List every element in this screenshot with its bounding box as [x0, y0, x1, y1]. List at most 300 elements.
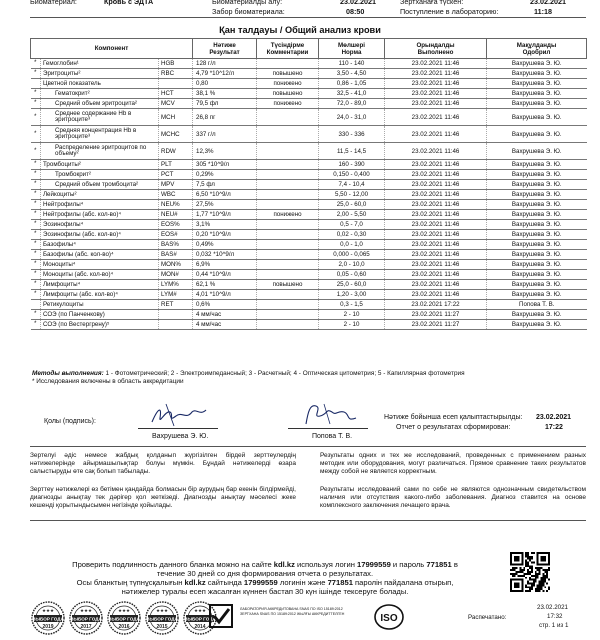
row-norm: 32,5 - 41,0	[319, 89, 385, 99]
badge-stars: ★★★	[117, 608, 131, 613]
row-component-name: Лимфоциты (абс. кол-во)⁴	[41, 290, 159, 300]
row-norm: 330 - 336	[319, 126, 385, 143]
row-component-name: Среднее содержание Hb в эритроците³	[41, 109, 159, 126]
verify-text: сайтында	[205, 578, 244, 587]
row-done: 23.02.2021 11:46	[385, 109, 487, 126]
row-accreditation-mark: *	[31, 126, 41, 143]
row-result: 26,8 пг	[193, 109, 257, 126]
methods-block	[32, 370, 587, 385]
row-accreditation-mark: *	[31, 180, 41, 190]
row-approved: Вахрушева Э. Ю.	[487, 250, 587, 260]
row-approved: Вахрушева Э. Ю.	[487, 210, 587, 220]
row-accreditation-mark: *	[31, 220, 41, 230]
row-comment	[257, 270, 319, 280]
row-done: 23.02.2021 11:46	[385, 89, 487, 99]
signature-line-1	[138, 428, 218, 429]
row-result: 4,01 *10^9/л	[193, 290, 257, 300]
badge-stars: ★★★	[155, 608, 169, 613]
row-component-name: СОЭ (по Вестергрену)⁵	[41, 320, 159, 330]
row-code: EOS%	[159, 220, 193, 230]
badge-stars: ★★★	[79, 608, 93, 613]
row-component-name: Базофилы⁴	[41, 240, 159, 250]
report-formed-time: 17:22	[545, 424, 563, 431]
row-comment	[257, 290, 319, 300]
row-code: HGB	[159, 59, 193, 69]
row-accreditation-mark: *	[31, 260, 41, 270]
row-component-name: Моноциты⁴	[41, 260, 159, 270]
row-done: 23.02.2021 11:46	[385, 210, 487, 220]
row-accreditation-mark: *	[31, 320, 41, 330]
col-norm: Мөлшері Норма	[319, 39, 385, 59]
row-result: 0,44 *10^9/л	[193, 270, 257, 280]
row-comment	[257, 126, 319, 143]
row-code: NEU#	[159, 210, 193, 220]
verify-text: в	[451, 560, 458, 569]
row-comment: повышено	[257, 69, 319, 79]
row-code: NEU%	[159, 200, 193, 210]
row-norm: 0,86 - 1,05	[319, 79, 385, 89]
row-done: 23.02.2021 11:46	[385, 280, 487, 290]
row-comment: понижено	[257, 210, 319, 220]
row-code: MCHC	[159, 126, 193, 143]
table-row	[31, 290, 587, 300]
verify-text: Осы бланктың түпнұсқалығын	[76, 578, 185, 587]
row-done: 23.02.2021 11:46	[385, 260, 487, 270]
row-accreditation-mark: *	[31, 280, 41, 290]
row-done: 23.02.2021 11:46	[385, 79, 487, 89]
row-component-name: Средняя концентрация Hb в эритроците³	[41, 126, 159, 143]
table-row	[31, 310, 587, 320]
row-comment: понижено	[257, 79, 319, 89]
row-comment	[257, 109, 319, 126]
row-accreditation-mark: *	[31, 190, 41, 200]
table-row	[31, 320, 587, 330]
row-approved: Вахрушева Э. Ю.	[487, 290, 587, 300]
row-norm: 0,150 - 0,400	[319, 170, 385, 180]
row-norm: 24,0 - 31,0	[319, 109, 385, 126]
received-ru-label: Поступление в лабораторию:	[400, 7, 499, 16]
row-done: 23.02.2021 17:22	[385, 300, 487, 310]
row-done: 23.02.2021 11:46	[385, 290, 487, 300]
row-component-name: Лимфоциты⁴	[41, 280, 159, 290]
badge-stars: ★★★	[193, 608, 207, 613]
row-code: MCH	[159, 109, 193, 126]
table-row	[31, 250, 587, 260]
signature-label: Қолы (подпись):	[44, 418, 96, 425]
collected-ru-label: Забор биоматериала:	[212, 7, 285, 16]
row-done: 23.02.2021 11:46	[385, 240, 487, 250]
row-code: PLT	[159, 160, 193, 170]
accreditation-note: * Исследования включены в область аккредитации	[32, 377, 184, 385]
col-result: Нәтиже Результат	[193, 39, 257, 59]
row-norm: 0,0 - 1,0	[319, 240, 385, 250]
row-accreditation-mark	[31, 79, 41, 89]
row-component-name: Моноциты (абс. кол-во)⁴	[41, 270, 159, 280]
col-component: Компонент	[31, 39, 193, 59]
signature-vakhrusheva-image	[148, 400, 210, 428]
collected-time: 08:50	[346, 7, 365, 16]
collected-date: 23.02.2021	[340, 0, 376, 6]
row-done: 23.02.2021 11:46	[385, 99, 487, 109]
disclaimer-kz-1: Зертелуі әдіс немесе жабдық қолданып жүргізілген бірдей зерттеулердің нәтижелерінде айырмашылықтар болуы мүмкін. Бұндай нәтижелерді өзара салыстыруды өте сақ болып табылады.	[30, 452, 296, 475]
footer-divider	[30, 520, 586, 521]
row-code: EOS#	[159, 230, 193, 240]
row-norm: 0,3 - 1,5	[319, 300, 385, 310]
row-code: MCV	[159, 99, 193, 109]
row-component-name: Цветной показатель	[41, 79, 159, 89]
disclaimer-ru-1: Результаты одних и тех же исследований, проведенных с применением разных методик или оборудования, могут различаться. Прямое сравнение таких результатов между собой не является корректным.	[320, 452, 586, 475]
row-approved: Попова Т. В.	[487, 300, 587, 310]
row-component-name: Средний объем эритроцита²	[41, 99, 159, 109]
row-approved: Вахрушева Э. Ю.	[487, 240, 587, 250]
award-badge-icon	[144, 600, 180, 636]
row-result: 0,6%	[193, 300, 257, 310]
row-result: 0,20 *10^9/л	[193, 230, 257, 240]
printed-date: 23.02.2021	[537, 604, 568, 611]
row-comment	[257, 170, 319, 180]
row-component-name: Эритроциты²	[41, 69, 159, 79]
row-comment	[257, 143, 319, 160]
row-accreditation-mark: *	[31, 270, 41, 280]
methods-label: Методы выполнения:	[32, 370, 104, 377]
badge-title: ВЫБОР ГОДА	[32, 616, 64, 622]
disclaimer-divider	[30, 446, 586, 447]
row-code: LYM#	[159, 290, 193, 300]
verify-text: паролін пайдалана отырып,	[352, 578, 454, 587]
verify-password-kz: 771851	[327, 578, 353, 587]
row-component-name: Распределение эритроцитов по объему²	[41, 143, 159, 160]
row-approved: Вахрушева Э. Ю.	[487, 260, 587, 270]
row-approved: Вахрушева Э. Ю.	[487, 126, 587, 143]
row-code: RBC	[159, 69, 193, 79]
row-done: 23.02.2021 11:46	[385, 160, 487, 170]
printed-label: Распечатано:	[468, 614, 507, 621]
accreditation-text-2: ЗЕРТХАНА SNAS ПО 15189:2012 ЖЫЛҒЫ АККРЕДИТТЕЛГЕН	[240, 611, 345, 616]
row-accreditation-mark: *	[31, 250, 41, 260]
row-accreditation-mark: *	[31, 143, 41, 160]
row-code: MON#	[159, 270, 193, 280]
received-time: 11:18	[534, 7, 552, 16]
row-code: HCT	[159, 89, 193, 99]
row-approved: Вахрушева Э. Ю.	[487, 143, 587, 160]
table-row	[31, 190, 587, 200]
table-row	[31, 300, 587, 310]
row-result: 0,80	[193, 79, 257, 89]
row-done: 23.02.2021 11:46	[385, 220, 487, 230]
row-result: 4 мм/час	[193, 320, 257, 330]
row-approved: Вахрушева Э. Ю.	[487, 220, 587, 230]
row-result: 128 г/л	[193, 59, 257, 69]
row-norm: 2 - 10	[319, 310, 385, 320]
table-row	[31, 143, 587, 160]
row-approved: Вахрушева Э. Ю.	[487, 200, 587, 210]
report-header	[0, 0, 600, 22]
received-kz-label: Зертханаға түскен:	[400, 0, 464, 6]
row-norm: 25,0 - 60,0	[319, 280, 385, 290]
row-norm: 160 - 390	[319, 160, 385, 170]
row-done: 23.02.2021 11:46	[385, 69, 487, 79]
table-row	[31, 79, 587, 89]
results-table	[30, 38, 587, 330]
award-badge-icon	[30, 600, 66, 636]
row-accreditation-mark: *	[31, 310, 41, 320]
table-row	[31, 270, 587, 280]
row-code: MPV	[159, 180, 193, 190]
disclaimer-kz-2: Зерттеу нәтижелері өз бетімен қандайда болмасын бір аурудың бар екенін білдірмейді, диагнозды анықтау тек дәрігер қол жеткізеді. Диагнозды анықтау мәселесі жеке кешенді қорытындысымен негізінде қойылады.	[30, 486, 296, 509]
row-approved: Вахрушева Э. Ю.	[487, 59, 587, 69]
row-norm: 0,05 - 0,60	[319, 270, 385, 280]
row-code: BAS#	[159, 250, 193, 260]
table-row	[31, 280, 587, 290]
award-badge-icon	[68, 600, 104, 636]
row-accreditation-mark: *	[31, 230, 41, 240]
row-result: 0,49%	[193, 240, 257, 250]
iso-logo-text: ISO	[380, 613, 398, 624]
row-approved: Вахрушева Э. Ю.	[487, 230, 587, 240]
row-done: 23.02.2021 11:46	[385, 230, 487, 240]
row-accreditation-mark: *	[31, 59, 41, 69]
checkmark-icon	[208, 603, 234, 629]
row-result: 7,5 фл	[193, 180, 257, 190]
row-component-name: СОЭ (по Панченкову)	[41, 310, 159, 320]
verify-text: Проверить подлинность данного бланка можно на сайте	[72, 560, 274, 569]
row-done: 23.02.2021 11:46	[385, 126, 487, 143]
table-row	[31, 89, 587, 99]
row-approved: Вахрушева Э. Ю.	[487, 190, 587, 200]
verify-text: используя логин	[294, 560, 357, 569]
row-component-name: Ретикулоциты	[41, 300, 159, 310]
row-result: 4 мм/час	[193, 310, 257, 320]
verify-block	[30, 560, 500, 596]
row-code: LYM%	[159, 280, 193, 290]
row-approved: Вахрушева Э. Ю.	[487, 270, 587, 280]
badge-title: ВЫБОР ГОДА	[146, 616, 178, 622]
row-result: 337 г/л	[193, 126, 257, 143]
row-accreditation-mark: *	[31, 69, 41, 79]
row-done: 23.02.2021 11:46	[385, 200, 487, 210]
row-accreditation-mark: *	[31, 160, 41, 170]
row-component-name: Базофилы (абс. кол-во)⁴	[41, 250, 159, 260]
collected-kz-label: Биоматериалды алу:	[212, 0, 283, 6]
verify-login-kz: 17999559	[243, 578, 278, 587]
row-norm: 11,5 - 14,5	[319, 143, 385, 160]
row-done: 23.02.2021 11:27	[385, 310, 487, 320]
signature-name-1: Вахрушева Э. Ю.	[152, 433, 209, 440]
row-norm: 72,0 - 89,0	[319, 99, 385, 109]
row-norm: 5,50 - 12,00	[319, 190, 385, 200]
row-comment: повышено	[257, 280, 319, 290]
row-accreditation-mark: *	[31, 240, 41, 250]
row-code: RET	[159, 300, 193, 310]
row-result: 305 *10^9/л	[193, 160, 257, 170]
row-result: 0,032 *10^9/л	[193, 250, 257, 260]
row-norm: 2 - 10	[319, 320, 385, 330]
badge-year: 2014	[194, 624, 206, 630]
row-approved: Вахрушева Э. Ю.	[487, 180, 587, 190]
biomaterial-label: Биоматериал:	[30, 0, 77, 6]
row-done: 23.02.2021 11:46	[385, 180, 487, 190]
row-result: 1,77 *10^9/л	[193, 210, 257, 220]
row-approved: Вахрушева Э. Ю.	[487, 160, 587, 170]
row-comment	[257, 310, 319, 320]
verify-password: 771851	[426, 560, 452, 569]
row-approved: Вахрушева Э. Ю.	[487, 280, 587, 290]
row-norm: 2,0 - 10,0	[319, 260, 385, 270]
row-norm: 0,000 - 0,065	[319, 250, 385, 260]
row-result: 38,1 %	[193, 89, 257, 99]
row-approved: Вахрушева Э. Ю.	[487, 310, 587, 320]
header-divider	[30, 17, 586, 18]
badge-year: 2019	[42, 624, 54, 630]
row-done: 23.02.2021 11:46	[385, 270, 487, 280]
iso-logo-icon	[374, 604, 404, 630]
qr-code-image	[510, 552, 550, 592]
printed-time: 17:32	[547, 613, 563, 620]
row-norm: 1,20 - 3,00	[319, 290, 385, 300]
badge-title: ВЫБОР ГОДА	[70, 616, 102, 622]
row-component-name: Эозинофилы (абс. кол-во)⁴	[41, 230, 159, 240]
row-approved: Вахрушева Э. Ю.	[487, 79, 587, 89]
row-done: 23.02.2021 11:46	[385, 190, 487, 200]
table-row	[31, 170, 587, 180]
row-norm: 7,4 - 10,4	[319, 180, 385, 190]
table-row	[31, 59, 587, 69]
row-accreditation-mark: *	[31, 89, 41, 99]
row-code: RDW	[159, 143, 193, 160]
badge-stars: ★★★	[41, 608, 55, 613]
badge-title: ВЫБОР ГОДА	[108, 616, 140, 622]
verify-line-2: течение 30 дней со дня формирования отчета о результатах.	[156, 569, 374, 578]
badge-year: 2017	[80, 624, 92, 630]
row-code	[159, 310, 193, 320]
row-accreditation-mark: *	[31, 109, 41, 126]
row-done: 23.02.2021 11:46	[385, 59, 487, 69]
row-component-name: Нейтрофилы⁴	[41, 200, 159, 210]
badge-year: 2016	[118, 624, 130, 630]
row-norm: 0,5 - 7,0	[319, 220, 385, 230]
row-component-name: Тромбоциты²	[41, 160, 159, 170]
row-comment	[257, 260, 319, 270]
table-header-row	[31, 39, 587, 59]
verify-text: и пароль	[390, 560, 427, 569]
row-done: 23.02.2021 11:27	[385, 320, 487, 330]
row-result: 27,5%	[193, 200, 257, 210]
row-approved: Вахрушева Э. Ю.	[487, 320, 587, 330]
row-component-name: Средний объем тромбоцита²	[41, 180, 159, 190]
table-row	[31, 240, 587, 250]
report-ready-label: Нәтиже бойынша есеп қалыптастырылды:	[384, 414, 523, 421]
row-approved: Вахрушева Э. Ю.	[487, 69, 587, 79]
received-date: 23.02.2021	[530, 0, 566, 6]
row-comment	[257, 190, 319, 200]
table-row	[31, 99, 587, 109]
row-done: 23.02.2021 11:46	[385, 250, 487, 260]
row-component-name: Тромбокрит²	[41, 170, 159, 180]
table-row	[31, 69, 587, 79]
verify-line-4: нәтижелер туралы есеп жасалған күннен бастап 30 күн ішінде тексеруге болады.	[121, 587, 409, 596]
disclaimer-ru-2: Результаты исследований сами по себе не являются однозначным свидетельством наличия или отсутствия какого-либо заболевания. Диагноз ставится на основе комплексного заключения лечащего врача.	[320, 486, 586, 509]
row-comment	[257, 230, 319, 240]
row-result: 0,29%	[193, 170, 257, 180]
row-code: BAS%	[159, 240, 193, 250]
row-comment	[257, 300, 319, 310]
verify-site-link-kz[interactable]: kdl.kz	[184, 578, 206, 587]
row-code: MON%	[159, 260, 193, 270]
table-row	[31, 126, 587, 143]
table-row	[31, 160, 587, 170]
row-accreditation-mark: *	[31, 200, 41, 210]
row-comment	[257, 180, 319, 190]
verify-site-link[interactable]: kdl.kz	[273, 560, 295, 569]
badge-year: 2015	[156, 624, 168, 630]
row-comment	[257, 220, 319, 230]
table-row	[31, 230, 587, 240]
col-approved: Мақұлданды Одобрил	[487, 39, 587, 59]
row-norm: 2,00 - 5,50	[319, 210, 385, 220]
row-component-name: Лейкоциты²	[41, 190, 159, 200]
page-number: стр. 1 из 1	[539, 622, 569, 629]
row-comment	[257, 240, 319, 250]
row-accreditation-mark: *	[31, 210, 41, 220]
row-done: 23.02.2021 11:46	[385, 143, 487, 160]
table-row	[31, 220, 587, 230]
methods-text: 1 - Фотометрический; 2 - Электроимпедансный; 3 - Расчетный; 4 - Оптическая цитометрия; 5 - Капиллярная фотометрия	[103, 370, 465, 377]
report-ready-date: 23.02.2021	[536, 414, 572, 421]
row-accreditation-mark: *	[31, 99, 41, 109]
table-row	[31, 210, 587, 220]
signature-popova-image	[300, 400, 360, 428]
row-result: 6,50 *10^9/л	[193, 190, 257, 200]
signature-name-2: Попова Т. В.	[312, 433, 353, 440]
accreditation-text-1: ЛАБОРАТОРИЯ АККРЕДИТОВАНА SNAS ПО ISO 15189:2012	[240, 607, 343, 611]
row-result: 12,3%	[193, 143, 257, 160]
row-accreditation-mark: *	[31, 170, 41, 180]
row-code: WBC	[159, 190, 193, 200]
row-accreditation-mark	[31, 300, 41, 310]
row-norm: 25,0 - 60,0	[319, 200, 385, 210]
badge-title: ВЫБОР ГОДА	[184, 616, 216, 622]
row-approved: Вахрушева Э. Ю.	[487, 99, 587, 109]
row-accreditation-mark: *	[31, 290, 41, 300]
row-comment	[257, 160, 319, 170]
report-formed-label: Отчет о результатах сформирован:	[396, 424, 511, 431]
row-comment: понижено	[257, 99, 319, 109]
row-comment	[257, 320, 319, 330]
biomaterial-value: Кровь с ЭДТА	[104, 0, 154, 6]
row-result: 3,1%	[193, 220, 257, 230]
signature-line-2	[288, 428, 368, 429]
table-row	[31, 200, 587, 210]
accreditation-block	[208, 603, 408, 633]
verify-login: 17999559	[357, 560, 391, 569]
row-result: 6,9%	[193, 260, 257, 270]
row-component-name: Гемоглобин¹	[41, 59, 159, 69]
page-title: Қан талдауы / Общий анализ крови	[219, 25, 381, 35]
row-code: PCT	[159, 170, 193, 180]
row-comment	[257, 200, 319, 210]
table-row	[31, 109, 587, 126]
row-code	[159, 320, 193, 330]
row-result: 79,5 фл	[193, 99, 257, 109]
award-badge-icon	[106, 600, 142, 636]
table-row	[31, 260, 587, 270]
row-approved: Вахрушева Э. Ю.	[487, 89, 587, 99]
row-result: 62,1 %	[193, 280, 257, 290]
col-comment: Түсіндірме Комментарии	[257, 39, 319, 59]
row-comment: повышено	[257, 89, 319, 99]
row-done: 23.02.2021 11:46	[385, 170, 487, 180]
row-code	[159, 79, 193, 89]
